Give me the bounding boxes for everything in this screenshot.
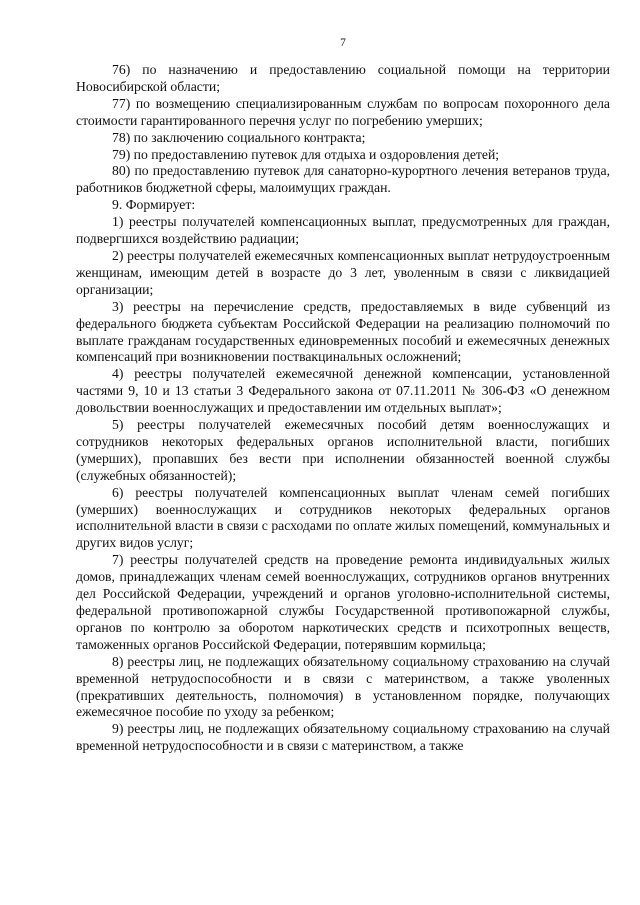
- paragraph-9-3: 3) реестры на перечисление средств, предоставляемых в виде субвенций из федерального бюджета субъектам Российской Федерации на реализацию полномочий по выплате гражданам государственных единовременных пособий и ежемесячных денежных компенсаций при возникновении поствакцинальных осложнений;: [76, 298, 610, 365]
- paragraph-9-8: 8) реестры лиц, не подлежащих обязательному социальному страхованию на случай временной нетрудоспособности и в связи с материнством, а также уволенных (прекративших деятельность, полномочия) в установленном порядке, получающих ежемесячное пособие по уходу за ребенком;: [76, 653, 610, 720]
- paragraph-78: 78) по заключению социального контракта;: [112, 129, 366, 145]
- paragraph-80: 80) по предоставлению путевок для санаторно-курортного лечения ветеранов труда, работников бюджетной сферы, малоимущих граждан.: [76, 163, 610, 196]
- paragraph-9-1: 1) реестры получателей компенсационных выплат, предусмотренных для граждан, подвергшихся воздействию радиации;: [76, 214, 610, 247]
- paragraph-9-2: 2) реестры получателей ежемесячных компенсационных выплат нетрудоустроенным женщинам, имеющим детей в возрасте до 3 лет, уволенным в связи с ликвидацией организации;: [76, 247, 610, 297]
- paragraph-9-4: 4) реестры получателей ежемесячной денежной компенсации, установленной частями 9, 10 и 13 статьи 3 Федерального закона от 07.11.2011 № 306-ФЗ «О денежном довольствии военнослужащих и предоставлении им отдельных выплат»;: [76, 366, 610, 416]
- page-number: 7: [340, 37, 346, 49]
- paragraph-9-5: 5) реестры получателей ежемесячных пособий детям военнослужащих и сотрудников некоторых федеральных органов исполнительной власти, погибших (умерших), пропавших без вести при исполнении обязанностей военной службы (служебных обязанностей);: [76, 417, 610, 483]
- document-page: [76, 34, 610, 755]
- paragraph-77: 77) по возмещению специализированным службам по вопросам похоронного дела стоимости гарантированного перечня услуг по погребению умерших;: [76, 95, 610, 128]
- paragraph-79: 79) по предоставлению путевок для отдыха и оздоровления детей;: [112, 146, 500, 162]
- document-body: [76, 62, 610, 755]
- paragraph-9-9: 9) реестры лиц, не подлежащих обязательному социальному страхованию на случай временной нетрудоспособности и в связи с материнством, а также: [76, 721, 610, 754]
- paragraph-9-6: 6) реестры получателей компенсационных выплат членам семей погибших (умерших) военнослужащих и сотрудников некоторых федеральных органов исполнительной власти в связи с расходами по оплате жилых помещений, коммунальных и других видов услуг;: [76, 484, 610, 551]
- paragraph-76: 76) по назначению и предоставлению социальной помощи на территории Новосибирской области;: [76, 62, 610, 94]
- paragraph-9-7: 7) реестры получателей средств на проведение ремонта индивидуальных жилых домов, принадлежащих членам семей военнослужащих, сотрудников органов внутренних дел Российской Федерации, учреждений и органов уголовно-исполнительной системы, федеральной противопожарной службы Государственной противопожарной службы, органов по контролю за оборотом наркотических средств и психотропных веществ, таможенных органов Российской Федерации, потерявшим кормильца;: [76, 552, 610, 652]
- section-9-heading: 9. Формирует:: [112, 197, 196, 213]
